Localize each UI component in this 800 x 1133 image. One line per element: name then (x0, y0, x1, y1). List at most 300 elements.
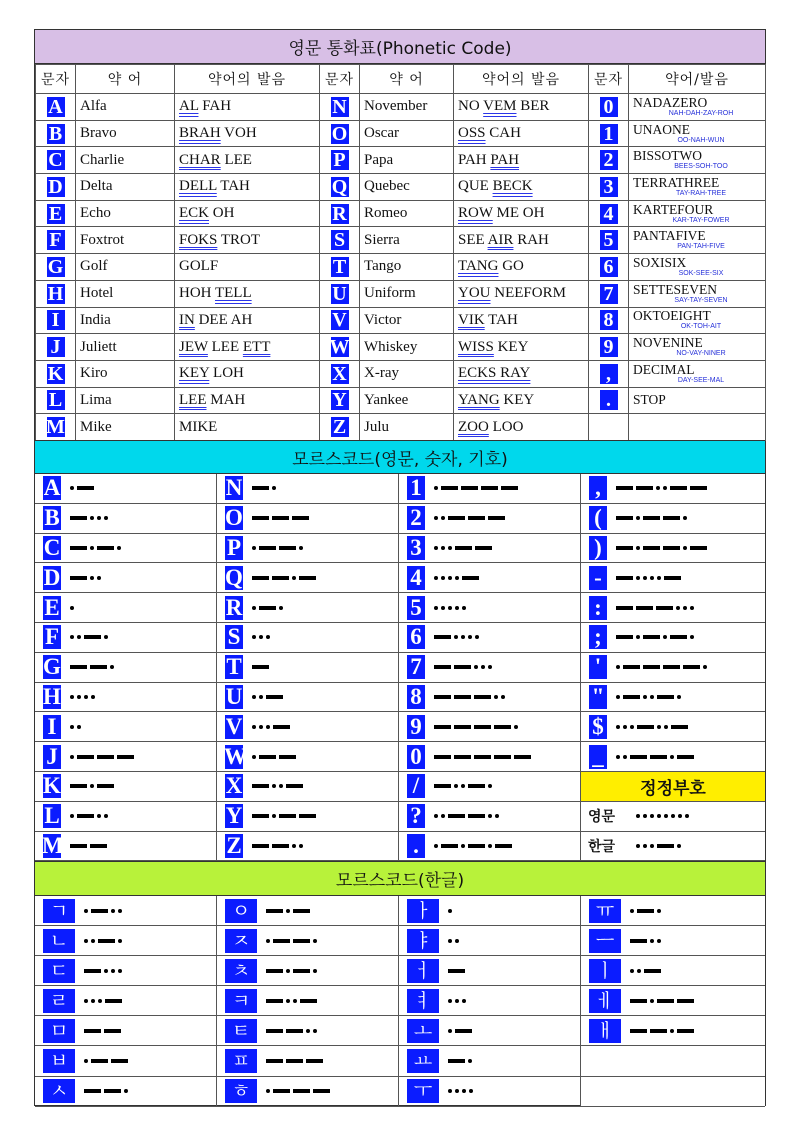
morse-cell (581, 623, 765, 653)
dot (650, 814, 654, 818)
dot (84, 1059, 88, 1063)
dot (70, 755, 74, 759)
dot (272, 784, 276, 788)
letter-cell (320, 307, 360, 334)
dot (91, 939, 95, 943)
morse-cell (399, 956, 581, 986)
phonetic-row (36, 147, 766, 174)
dash (266, 1029, 283, 1033)
digit-chip: 6 (599, 256, 619, 278)
morse-code (630, 969, 661, 973)
dot (616, 695, 620, 699)
morse-cell (399, 683, 581, 713)
morse-code (252, 755, 296, 759)
dot (286, 969, 290, 973)
symbol-chip: $ (588, 714, 608, 740)
pronunciation-part: NEEFORM (490, 285, 566, 302)
code-word: Tango (360, 254, 454, 281)
dot (77, 635, 81, 639)
symbol-chip: - (588, 565, 608, 591)
hangul-chip: ㅛ (406, 1048, 440, 1074)
dash (286, 1059, 303, 1063)
dot (70, 814, 74, 818)
digit-chip: 2 (599, 149, 619, 171)
dash (616, 546, 633, 550)
symbol-chip: U (225, 683, 243, 709)
phonetic-row (36, 227, 766, 254)
morse-cell (399, 986, 581, 1016)
dot (292, 576, 296, 580)
dot (678, 814, 682, 818)
pronunciation (454, 414, 589, 441)
dash (70, 665, 87, 669)
dash (448, 969, 465, 973)
digit-word (629, 387, 766, 414)
morse-cell (581, 1016, 765, 1046)
dash (293, 969, 310, 973)
correction-title: 정정부호 (581, 772, 765, 802)
morse-code (70, 635, 108, 639)
symbol-chip: ? (406, 803, 426, 829)
morse-cell (217, 742, 399, 772)
letter-cell (320, 254, 360, 281)
dot (313, 1029, 317, 1033)
dot (441, 606, 445, 610)
symbol-chip: J (42, 744, 62, 770)
dash (616, 486, 633, 490)
dash (630, 755, 647, 759)
phonetic-row (36, 360, 766, 387)
dot (677, 844, 681, 848)
dot (474, 665, 478, 669)
digit-word (629, 334, 766, 361)
morse-code (70, 844, 107, 848)
dash (481, 486, 498, 490)
digit-chip: 4 (599, 203, 619, 225)
morse-cell (399, 926, 581, 956)
code-word: Whiskey (360, 334, 454, 361)
morse-korean-title: 모르스코드(한글) (35, 861, 765, 896)
morse-code (434, 516, 505, 520)
morse-code (70, 516, 108, 520)
dash (98, 939, 115, 943)
dot (630, 969, 634, 973)
hangul-chip: ㅑ (406, 928, 440, 954)
digit-pronunciation: NO-VAY-NINER (676, 350, 726, 358)
dot (461, 784, 465, 788)
dash (468, 516, 485, 520)
dot (630, 725, 634, 729)
morse-cell (399, 1016, 581, 1046)
symbol-chip: M (42, 832, 64, 858)
letter-chip: G (46, 256, 66, 278)
morse-code (636, 844, 681, 848)
code-word: Kiro (76, 360, 175, 387)
hangul-chip: ㅠ (588, 898, 622, 924)
morse-code (70, 665, 114, 669)
letter-cell (36, 147, 76, 174)
digit-cell (589, 334, 629, 361)
code-word: Hotel (76, 280, 175, 307)
morse-code (434, 814, 499, 818)
dot (650, 939, 654, 943)
morse-cell (35, 1016, 217, 1046)
dot (90, 516, 94, 520)
dash (77, 486, 94, 490)
morse-code (252, 695, 283, 699)
morse-cell (35, 772, 217, 802)
pronunciation (454, 334, 589, 361)
dash (84, 969, 101, 973)
morse-code (434, 844, 512, 848)
hangul-chip: ㅐ (588, 1018, 622, 1044)
morse-code (252, 606, 283, 610)
dash (663, 665, 680, 669)
pronunciation-part: VEM (483, 98, 517, 115)
morse-code (616, 725, 688, 729)
dot (70, 725, 74, 729)
dash (434, 665, 451, 669)
digit-cell (589, 387, 629, 414)
dot (664, 725, 668, 729)
digit-cell (589, 94, 629, 121)
morse-cell (581, 563, 765, 593)
letter-cell (320, 120, 360, 147)
hangul-chip: ㅍ (224, 1048, 258, 1074)
digit-word (629, 280, 766, 307)
symbol-chip: 9 (406, 714, 426, 740)
dot (469, 1089, 473, 1093)
letter-chip: I (46, 309, 66, 331)
dot (77, 725, 81, 729)
morse-code (252, 784, 303, 788)
morse-code (70, 576, 101, 580)
symbol-chip: D (43, 564, 61, 590)
pronunciation (454, 200, 589, 227)
morse-cell (217, 504, 399, 534)
dot (293, 999, 297, 1003)
dash (266, 969, 283, 973)
dash (670, 486, 687, 490)
morse-code (84, 1089, 128, 1093)
dot (434, 486, 438, 490)
dash (441, 844, 458, 848)
code-word: Lima (76, 387, 175, 414)
digit-chip: 9 (599, 336, 619, 358)
dot (663, 635, 667, 639)
morse-code (84, 969, 122, 973)
dot (286, 999, 290, 1003)
morse-code (70, 606, 74, 610)
pronunciation-part: ETT (242, 338, 271, 355)
morse-code (70, 486, 94, 490)
dash (441, 486, 458, 490)
symbol-chip: 8 (406, 684, 426, 710)
morse-cell (581, 742, 765, 772)
morse-code (616, 516, 687, 520)
pronunciation-part: AL (179, 98, 199, 115)
dash (434, 635, 451, 639)
morse-code (70, 725, 81, 729)
symbol-chip: G (43, 654, 61, 680)
dash (623, 695, 640, 699)
morse-cell (581, 653, 765, 683)
dot (643, 844, 647, 848)
letter-chip: M (46, 416, 65, 439)
pronunciation-part: ZOO (458, 418, 489, 435)
letter-chip: R (330, 203, 350, 225)
symbol-chip: ) (588, 535, 608, 561)
pronunciation (175, 254, 320, 281)
symbol-chip: K (43, 773, 61, 799)
symbol-chip: O (225, 505, 243, 531)
dash (252, 844, 269, 848)
code-word: X-ray (360, 360, 454, 387)
code-word: Yankee (360, 387, 454, 414)
letter-cell (36, 280, 76, 307)
pronunciation (175, 414, 320, 441)
digit-word (629, 227, 766, 254)
digit-word-text: BISSOTWO (633, 148, 703, 164)
dot (434, 546, 438, 550)
symbol-chip: 5 (406, 595, 426, 621)
dot (448, 1089, 452, 1093)
pronunciation-part: BER (516, 98, 550, 115)
symbol-chip: 3 (406, 535, 426, 561)
dot (448, 1029, 452, 1033)
morse-code (630, 1029, 694, 1033)
dot (259, 725, 263, 729)
letter-cell (320, 227, 360, 254)
symbol-chip: , (588, 475, 608, 501)
letter-cell (320, 174, 360, 201)
hangul-chip: ㄱ (42, 898, 76, 924)
morse-cell (581, 474, 765, 504)
dot (657, 725, 661, 729)
letter-chip: S (330, 229, 350, 251)
hangul-chip: ㅓ (406, 958, 440, 984)
dash (670, 635, 687, 639)
hangul-chip: ㅏ (406, 898, 440, 924)
code-word: Delta (76, 174, 175, 201)
digit-word (629, 254, 766, 281)
dash (434, 755, 451, 759)
letter-chip: Z (330, 416, 350, 438)
letter-cell (320, 360, 360, 387)
digit-chip: 1 (599, 123, 619, 145)
morse-code (448, 1059, 472, 1063)
letter-cell (36, 200, 76, 227)
letter-chip: B (46, 123, 66, 145)
code-word: Echo (76, 200, 175, 227)
dot (441, 576, 445, 580)
morse-code (448, 999, 466, 1003)
phonetic-row (36, 254, 766, 281)
pronunciation (175, 120, 320, 147)
pronunciation-part: LOH (209, 365, 244, 382)
hangul-chip: ㅌ (224, 1018, 258, 1044)
dash (664, 576, 681, 580)
dash (91, 1059, 108, 1063)
column-header: 문자 (320, 65, 360, 94)
dash (104, 1089, 121, 1093)
pronunciation-part: IN (179, 311, 195, 328)
dash (488, 516, 505, 520)
letter-chip: L (46, 389, 66, 411)
dot (676, 606, 680, 610)
symbol-chip: P (224, 535, 244, 561)
dot (279, 784, 283, 788)
symbol-chip: 0 (406, 744, 426, 770)
morse-cell (35, 563, 217, 593)
letter-cell (36, 334, 76, 361)
morse-code (252, 814, 316, 818)
morse-cell (217, 896, 399, 926)
dot (84, 695, 88, 699)
dash (434, 695, 451, 699)
morse-cell (399, 802, 581, 832)
pronunciation (175, 147, 320, 174)
pronunciation-part: JEW (179, 338, 208, 355)
morse-cell (399, 772, 581, 802)
dash (299, 814, 316, 818)
phonetic-title: 영문 통화표(Phonetic Code) (35, 30, 765, 64)
symbol-chip: : (588, 595, 608, 621)
morse-code (266, 1089, 330, 1093)
dot (118, 969, 122, 973)
morse-code (434, 546, 492, 550)
dash (663, 546, 680, 550)
dot (670, 755, 674, 759)
dash (630, 1029, 647, 1033)
hangul-chip: ㅕ (406, 988, 440, 1014)
phonetic-row (36, 200, 766, 227)
dash (306, 1059, 323, 1063)
morse-code (434, 576, 479, 580)
pronunciation-part: FOKS (179, 231, 218, 248)
symbol-chip: A (43, 475, 61, 501)
code-word: Juliett (76, 334, 175, 361)
phonetic-row (36, 120, 766, 147)
morse-cell (217, 593, 399, 623)
morse-code (434, 725, 518, 729)
dash (286, 784, 303, 788)
morse-code (84, 939, 122, 943)
digit-pronunciation: PAN-TAH-FIVE (677, 243, 725, 251)
morse-code (616, 606, 694, 610)
dot (462, 1089, 466, 1093)
morse-cell (399, 832, 581, 862)
phonetic-table (35, 64, 766, 441)
digit-cell (589, 200, 629, 227)
dot (501, 695, 505, 699)
dash (448, 1059, 465, 1063)
symbol-chip: / (406, 773, 426, 799)
digit-pronunciation: DAY-SEE-MAL (677, 376, 725, 384)
pronunciation (454, 387, 589, 414)
letter-chip: V (330, 309, 350, 331)
symbol-chip: C (43, 534, 61, 560)
digit-pronunciation: SAY-TAY-SEVEN (674, 296, 728, 304)
dash (623, 665, 640, 669)
empty-cell (581, 1077, 765, 1107)
correction-row (581, 832, 765, 862)
dot (434, 844, 438, 848)
morse-code (70, 695, 95, 699)
morse-code (630, 939, 661, 943)
morse-cell (217, 653, 399, 683)
code-word: November (360, 94, 454, 121)
dash (461, 486, 478, 490)
morse-code (84, 1059, 128, 1063)
pronunciation (175, 360, 320, 387)
morse-cell (581, 896, 765, 926)
letter-cell (320, 200, 360, 227)
morse-code (630, 999, 694, 1003)
dash (663, 516, 680, 520)
digit-chip: 0 (599, 96, 619, 118)
dot (104, 814, 108, 818)
digit-word-text: NOVENINE (633, 335, 703, 351)
dash (70, 576, 87, 580)
dot (104, 635, 108, 639)
dot (313, 939, 317, 943)
pronunciation-part: GOLF (179, 258, 219, 275)
letter-chip: T (330, 256, 350, 278)
pronunciation-part: VOH (220, 125, 257, 142)
dot (306, 1029, 310, 1033)
pronunciation-part: NO (458, 98, 484, 115)
letter-chip: W (329, 336, 350, 359)
dot (677, 695, 681, 699)
morse-code (84, 909, 122, 913)
letter-chip: E (46, 203, 66, 225)
symbol-chip: Q (225, 564, 243, 590)
symbol-chip: 1 (406, 475, 426, 501)
morse-cell (581, 926, 765, 956)
dot (514, 725, 518, 729)
dot (259, 635, 263, 639)
morse-code (70, 755, 134, 759)
dot (110, 665, 114, 669)
dot (91, 695, 95, 699)
dot (434, 516, 438, 520)
digit-word (629, 307, 766, 334)
dot (448, 909, 452, 913)
dot (448, 546, 452, 550)
digit-cell (589, 254, 629, 281)
letter-cell (36, 387, 76, 414)
dash (266, 999, 283, 1003)
pronunciation-part: RAH (513, 231, 549, 248)
symbol-chip: W (224, 743, 247, 769)
code-word: India (76, 307, 175, 334)
dot (488, 814, 492, 818)
pronunciation (175, 174, 320, 201)
dot (252, 606, 256, 610)
dash (630, 999, 647, 1003)
dot (448, 576, 452, 580)
dash (650, 755, 667, 759)
dash (494, 755, 511, 759)
letter-cell (320, 94, 360, 121)
dash (266, 695, 283, 699)
dash (252, 486, 269, 490)
pronunciation-part: HOH (179, 285, 215, 302)
pronunciation-part: OSS (458, 125, 486, 142)
pronunciation-part: LEE (207, 338, 243, 355)
dash (434, 725, 451, 729)
